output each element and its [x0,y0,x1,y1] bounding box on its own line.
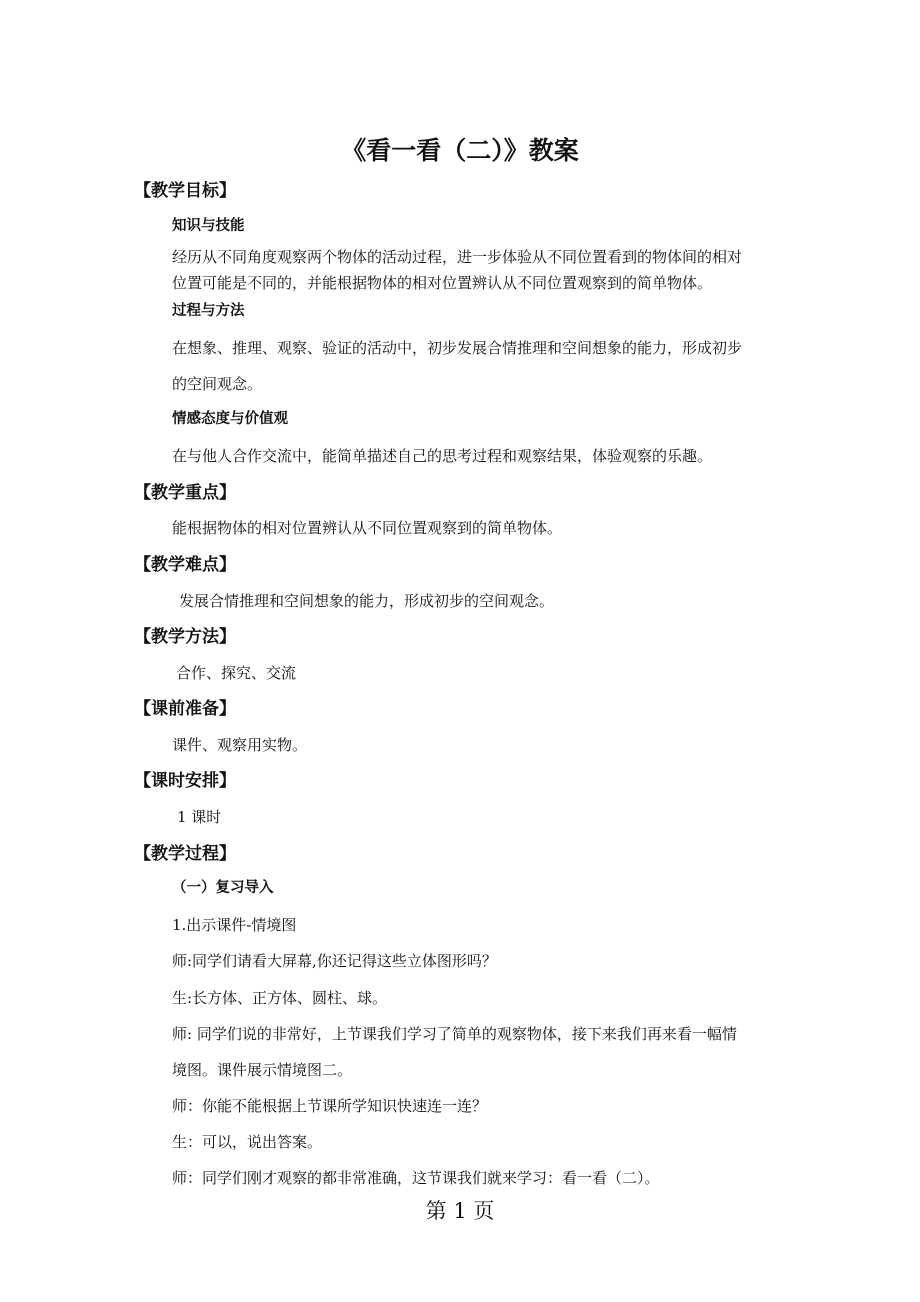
section-heading-difficulties: 【教学难点】 [134,555,236,575]
student-line: 生:长方体、正方体、圆柱、球。 [172,989,388,1007]
key-points-text: 能根据物体的相对位置辨认从不同位置观察到的简单物体。 [172,519,563,537]
section-heading-key-points: 【教学重点】 [134,483,236,503]
page-number: 第 1 页 [425,1199,495,1223]
teacher-line-continued: 境图。课件展示情境图二。 [172,1061,353,1079]
schedule-text: 1 课时 [177,808,222,826]
process-line-1: 在想象、推理、观察、验证的活动中，初步发展合情推理和空间想象的能力，形成初步 [172,339,743,357]
difficulties-text: 发展合情推理和空间想象的能力，形成初步的空间观念。 [179,592,555,610]
section-heading-goals: 【教学目标】 [134,181,236,201]
section-heading-methods: 【教学方法】 [134,627,236,647]
teacher-line: 师: 同学们说的非常好，上节课我们学习了简单的观察物体，接下来我们再来看一幅情 [172,1025,737,1043]
knowledge-line-1: 经历从不同角度观察两个物体的活动过程，进一步体验从不同位置看到的物体间的相对 [172,248,743,266]
section-heading-schedule: 【课时安排】 [134,771,236,791]
subheading-knowledge: 知识与技能 [172,218,245,234]
subheading-review-intro: （一）复习导入 [172,880,274,896]
student-line: 生：可以，说出答案。 [172,1133,323,1151]
teacher-line: 师:同学们请看大屏幕,你还记得这些立体图形吗？ [172,952,497,970]
process-step-line: 1.出示课件-情境图 [172,916,297,934]
emotion-line-1: 在与他人合作交流中，能简单描述自己的思考过程和观察结果，体验观察的乐趣。 [172,447,713,465]
process-line-2: 的空间观念。 [172,375,263,393]
subheading-emotion: 情感态度与价值观 [172,411,288,427]
knowledge-line-2: 位置可能是不同的，并能根据物体的相对位置辨认从不同位置观察到的简单物体。 [172,274,713,292]
preparation-text: 课件、观察用实物。 [172,736,308,754]
teacher-line: 师：同学们刚才观察的都非常准确，这节课我们就来学习：看一看（二）。 [172,1169,660,1187]
section-heading-preparation: 【课前准备】 [134,699,236,719]
section-heading-process: 【教学过程】 [134,844,236,864]
page-title: 《看一看（二）》教案 [341,136,579,165]
teacher-line: 师：你能不能根据上节课所学知识快速连一连？ [172,1097,488,1115]
subheading-process-method: 过程与方法 [172,303,245,319]
methods-text: 合作、探究、交流 [176,664,297,682]
